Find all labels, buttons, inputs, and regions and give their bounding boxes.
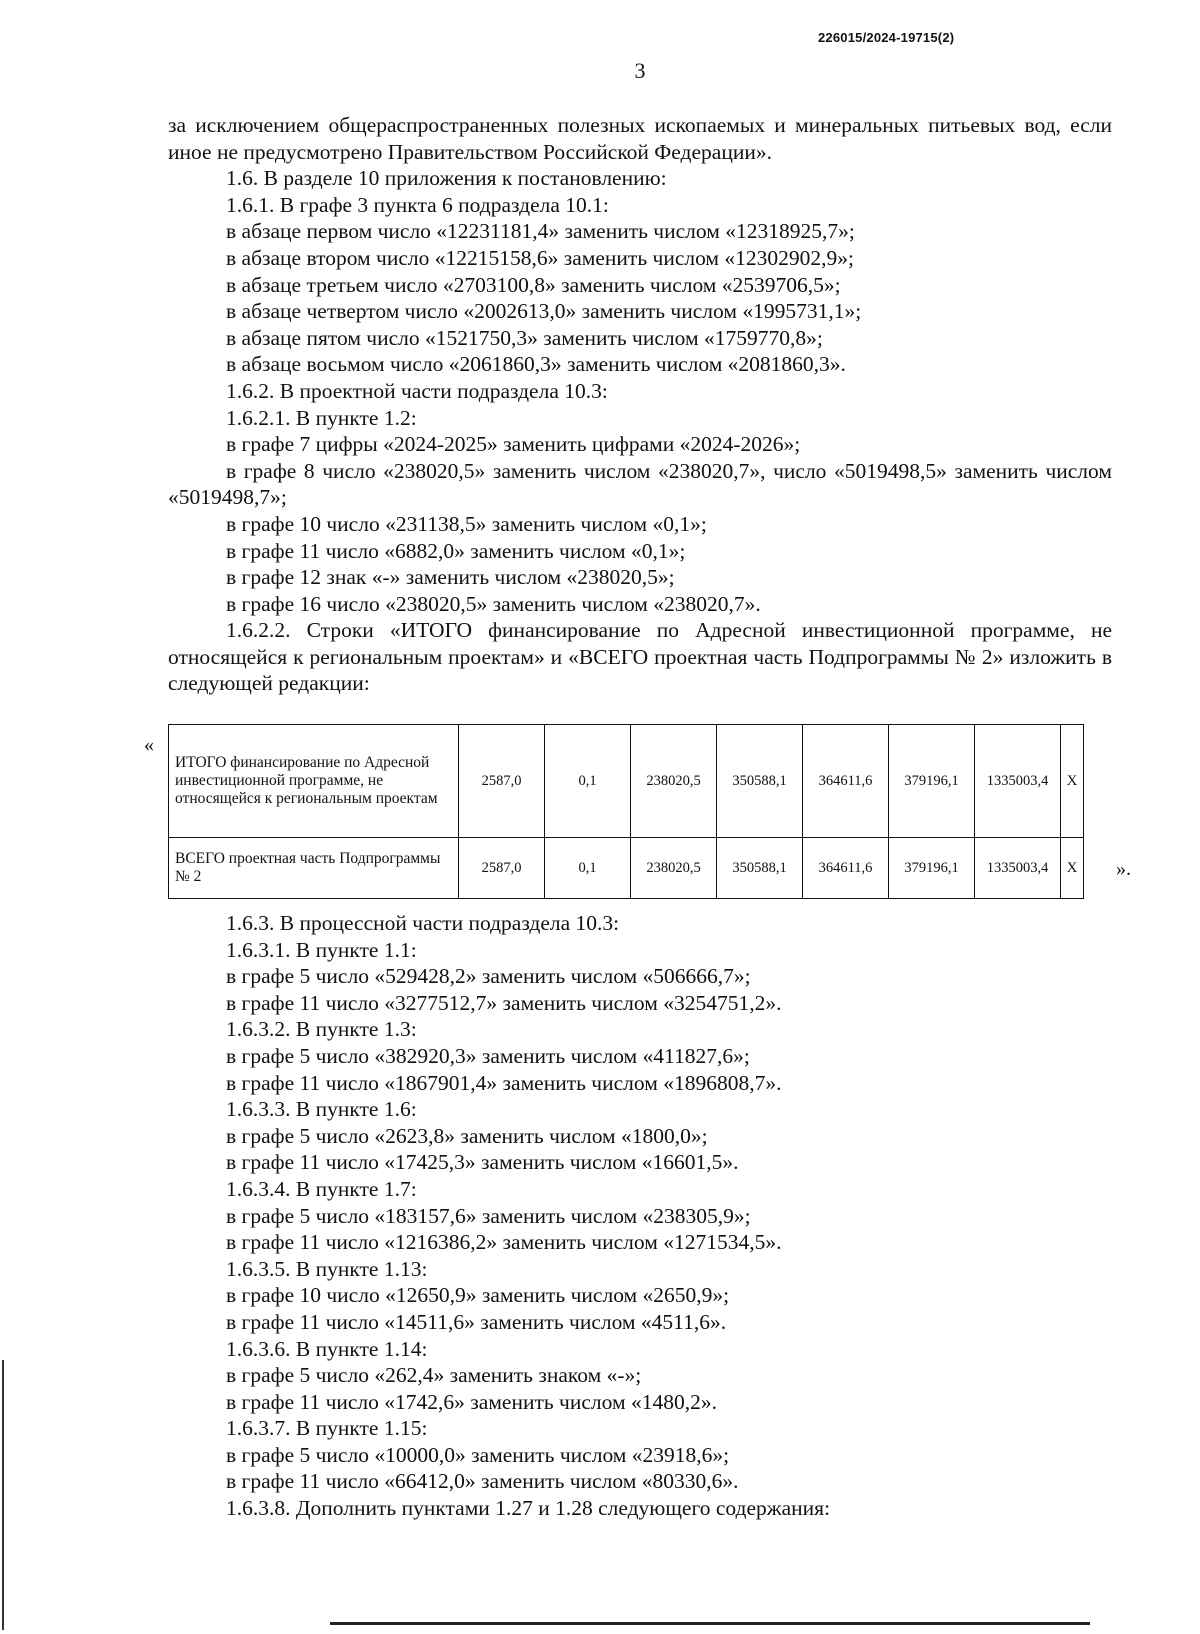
paragraph: 1.6.2.1. В пункте 1.2: — [226, 405, 417, 430]
table-cell: 238020,5 — [631, 838, 717, 899]
table-cell: 2587,0 — [459, 838, 545, 899]
table-cell: 1335003,4 — [975, 725, 1061, 838]
paragraph: в графе 11 число «1867901,4» заменить числом «1896808,7». — [226, 1070, 782, 1095]
paragraph: в графе 5 число «529428,2» заменить числом «506666,7»; — [226, 964, 751, 989]
paragraph: 1.6.3.8. Дополнить пунктами 1.27 и 1.28 следующего содержания: — [226, 1496, 831, 1521]
paragraph: 1.6.3.3. В пункте 1.6: — [226, 1097, 417, 1122]
table-row — [169, 725, 1084, 838]
paragraph: в графе 5 число «262,4» заменить знаком «-»; — [226, 1363, 642, 1388]
paragraph: в графе 12 знак «-» заменить числом «238020,5»; — [226, 565, 675, 590]
table-cell: 1335003,4 — [975, 838, 1061, 899]
paragraph: в графе 8 число «238020,5» заменить числом «238020,7», число «5019498,5» заменить числом «5019498,7»; — [168, 458, 1112, 510]
paragraph: в графе 11 число «66412,0» заменить числом «80330,6». — [226, 1469, 739, 1494]
paragraph: в графе 11 число «6882,0» заменить числом «0,1»; — [226, 538, 686, 563]
table-cell: 0,1 — [545, 838, 631, 899]
document-id: 226015/2024-19715(2) — [818, 30, 955, 45]
paragraph: в графе 10 число «231138,5» заменить числом «0,1»; — [226, 511, 707, 536]
paragraph: в абзаце пятом число «1521750,3» заменить числом «1759770,8»; — [226, 325, 823, 350]
paragraph: в графе 5 число «382920,3» заменить числом «411827,6»; — [226, 1043, 750, 1068]
paragraph: 1.6.3.2. В пункте 1.3: — [226, 1017, 417, 1042]
paragraph: в графе 11 число «17425,3» заменить числом «16601,5». — [226, 1150, 739, 1175]
page-number: 3 — [634, 58, 646, 83]
amendment-table — [168, 724, 1084, 899]
paragraph: в абзаце восьмом число «2061860,3» заменить числом «2081860,3». — [226, 352, 846, 377]
paragraph: 1.6.1. В графе 3 пункта 6 подраздела 10.1: — [226, 192, 609, 217]
paragraph: в графе 10 число «12650,9» заменить числом «2650,9»; — [226, 1283, 730, 1308]
table-cell: Х — [1061, 725, 1084, 838]
paragraph: в графе 11 число «1742,6» заменить числом «1480,2». — [226, 1389, 717, 1414]
table-open-quote: « — [144, 734, 154, 756]
table-cell: 350588,1 — [717, 838, 803, 899]
table-cell: 238020,5 — [631, 725, 717, 838]
scan-edge-line — [2, 1360, 4, 1630]
body-text-bottom — [168, 910, 1112, 1522]
table-cell: 364611,6 — [803, 838, 889, 899]
paragraph: 1.6.3. В процессной части подраздела 10.3: — [226, 911, 620, 935]
paragraph: 1.6.2.2. Строки «ИТОГО финансирование по Адресной инвестиционной программе, не относящейся к региональным проектам» и «ВСЕГО проектная часть Подпрограммы № 2» изложить в следующей редакции: — [168, 618, 1112, 696]
paragraph: 1.6.3.4. В пункте 1.7: — [226, 1176, 417, 1201]
table-close-quote: ». — [1116, 858, 1131, 880]
paragraph: в абзаце третьем число «2703100,8» заменить числом «2539706,5»; — [226, 272, 841, 297]
table-cell: 2587,0 — [459, 725, 545, 838]
table-cell: 379196,1 — [889, 725, 975, 838]
paragraph: за исключением общераспространенных полезных ископаемых и минеральных питьевых вод, если иное не предусмотрено Правительством Российской Федерации». — [168, 113, 1112, 164]
body-text-top — [168, 112, 1112, 697]
scan-bottom-line — [330, 1622, 1090, 1625]
paragraph: в графе 11 число «14511,6» заменить числом «4511,6». — [226, 1309, 727, 1334]
table-cell: 350588,1 — [717, 725, 803, 838]
paragraph: 1.6.3.1. В пункте 1.1: — [226, 937, 417, 962]
table-cell: 379196,1 — [889, 838, 975, 899]
paragraph: в графе 7 цифры «2024-2025» заменить цифрами «2024-2026»; — [226, 432, 801, 457]
table-cell-name: ИТОГО финансирование по Адресной инвестиционной программе, не относящейся к региональным проектам — [169, 725, 459, 838]
table-cell: 364611,6 — [803, 725, 889, 838]
paragraph: в абзаце первом число «12231181,4» заменить числом «12318925,7»; — [226, 219, 855, 244]
table-cell-name: ВСЕГО проектная часть Подпрограммы № 2 — [169, 838, 459, 899]
paragraph: в графе 5 число «183157,6» заменить числом «238305,9»; — [226, 1203, 751, 1228]
paragraph: 1.6. В разделе 10 приложения к постановлению: — [226, 166, 667, 191]
paragraph: 1.6.3.6. В пункте 1.14: — [226, 1336, 428, 1361]
paragraph: 1.6.2. В проектной части подраздела 10.3: — [226, 378, 608, 403]
table-cell: 0,1 — [545, 725, 631, 838]
paragraph: 1.6.3.5. В пункте 1.13: — [226, 1256, 428, 1281]
table-row — [169, 838, 1084, 899]
paragraph: в абзаце четвертом число «2002613,0» заменить числом «1995731,1»; — [226, 299, 862, 324]
paragraph: 1.6.3.7. В пункте 1.15: — [226, 1416, 428, 1441]
paragraph: в графе 5 число «2623,8» заменить числом «1800,0»; — [226, 1123, 708, 1148]
table — [168, 724, 1084, 899]
paragraph: в графе 11 число «3277512,7» заменить числом «3254751,2». — [226, 990, 782, 1015]
paragraph: в графе 5 число «10000,0» заменить числом «23918,6»; — [226, 1442, 730, 1467]
paragraph: в графе 16 число «238020,5» заменить числом «238020,7». — [226, 591, 761, 616]
paragraph: в абзаце втором число «12215158,6» заменить числом «12302902,9»; — [226, 245, 855, 270]
table-cell: Х — [1061, 838, 1084, 899]
paragraph: в графе 11 число «1216386,2» заменить числом «1271534,5». — [226, 1230, 782, 1255]
